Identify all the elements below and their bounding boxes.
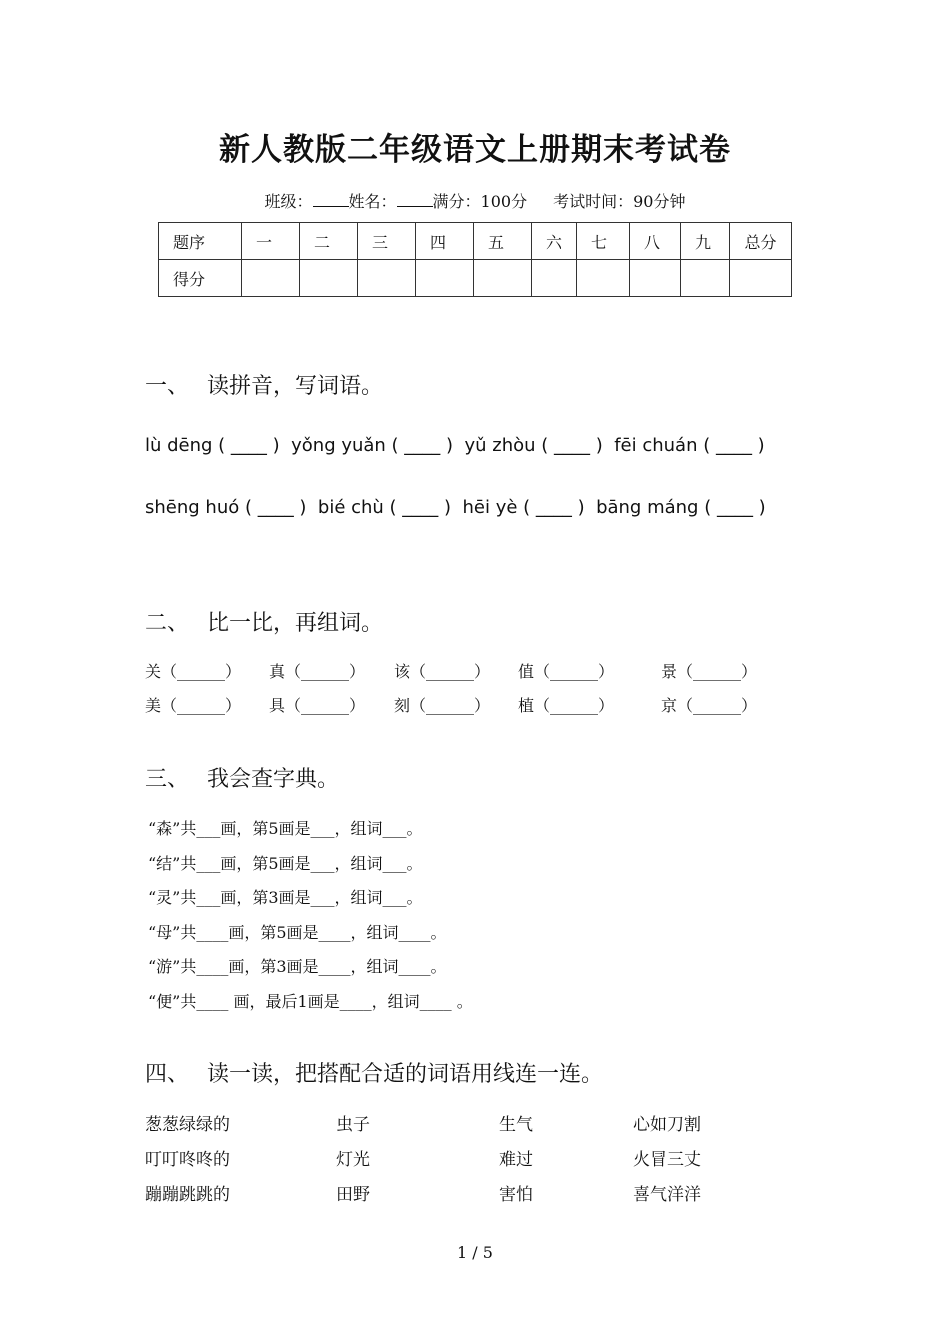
table-header-cell: 一: [242, 223, 300, 260]
table-header-cell: 八: [630, 223, 681, 260]
pinyin-row: shēng huó ( ____ ) bié chù ( ____ ) hēi yè ( ____ ) bāng máng ( ____ ): [145, 497, 766, 518]
compare-item: 真（______）: [269, 662, 366, 681]
table-header-cell: 题序: [159, 223, 242, 260]
match-item[interactable]: 蹦蹦跳跳的: [145, 1185, 230, 1205]
table-header-cell: 九: [681, 223, 730, 260]
table-header-cell: 四: [416, 223, 474, 260]
section-number: 三、: [145, 767, 190, 792]
match-item[interactable]: 灯光: [336, 1150, 370, 1170]
compare-item: 值（______）: [518, 662, 615, 681]
full-score: 满分：100分: [432, 192, 528, 211]
match-item[interactable]: 害怕: [499, 1185, 533, 1205]
dictionary-line: “母”共____画，第5画是____，组词____。: [148, 923, 447, 942]
dictionary-line: “游”共____画，第3画是____，组词____。: [148, 957, 447, 976]
score-cell[interactable]: [242, 260, 300, 297]
section-number: 四、: [145, 1062, 190, 1087]
score-table-header-row: [159, 223, 792, 260]
compare-item: 刻（______）: [394, 696, 491, 715]
table-header-cell: 二: [300, 223, 358, 260]
compare-item: 具（______）: [269, 696, 366, 715]
section-title: 我会查字典。: [207, 767, 340, 792]
page-number: 1 / 5: [457, 1243, 493, 1262]
score-cell[interactable]: [416, 260, 474, 297]
table-header-cell: 总分: [730, 223, 792, 260]
match-item[interactable]: 心如刀割: [633, 1115, 701, 1135]
score-cell[interactable]: [358, 260, 416, 297]
section-heading-4: [145, 1057, 603, 1088]
class-label: 班级：: [264, 192, 313, 211]
table-header-cell: 五: [474, 223, 532, 260]
match-item[interactable]: 虫子: [336, 1115, 370, 1135]
compare-item: 美（______）: [145, 696, 242, 715]
compare-item: 京（______）: [661, 696, 758, 715]
exam-time: 考试时间：90分钟: [553, 192, 686, 211]
match-item[interactable]: 难过: [499, 1150, 533, 1170]
pinyin-row: lù dēng ( ____ ) yǒng yuǎn ( ____ ) yǔ zhòu ( ____ ) fēi chuán ( ____ ): [145, 435, 765, 456]
compare-item: 景（______）: [661, 662, 758, 681]
compare-item: 关（______）: [145, 662, 242, 681]
score-cell[interactable]: [630, 260, 681, 297]
score-cell[interactable]: [300, 260, 358, 297]
score-cell[interactable]: [681, 260, 730, 297]
section-title: 读拼音，写词语。: [207, 374, 384, 399]
table-header-cell: 七: [577, 223, 630, 260]
match-item[interactable]: 田野: [336, 1185, 370, 1205]
dictionary-line: “结”共___画，第5画是___，组词___。: [148, 854, 423, 873]
section-heading-3: [145, 762, 339, 793]
match-item[interactable]: 火冒三丈: [633, 1150, 701, 1170]
compare-item: 植（______）: [518, 696, 615, 715]
section-heading-2: [145, 606, 383, 637]
compare-item: 该（______）: [394, 662, 491, 681]
dictionary-line: “便”共____ 画，最后1画是____，组词____ 。: [148, 992, 473, 1011]
class-blank[interactable]: [313, 192, 349, 207]
name-blank[interactable]: [397, 192, 433, 207]
score-table: [158, 222, 792, 297]
match-item[interactable]: 葱葱绿绿的: [145, 1115, 230, 1135]
dictionary-line: “灵”共___画，第3画是___，组词___。: [148, 888, 423, 907]
section-number: 二、: [145, 611, 190, 636]
score-table-score-row: [159, 260, 792, 297]
match-item[interactable]: 生气: [499, 1115, 533, 1135]
match-item[interactable]: 叮叮咚咚的: [145, 1150, 230, 1170]
student-info-line: [0, 189, 950, 212]
score-cell[interactable]: [730, 260, 792, 297]
table-header-cell: 六: [532, 223, 577, 260]
exam-title: 新人教版二年级语文上册期末考试卷: [219, 132, 731, 168]
section-number: 一、: [145, 374, 190, 399]
score-cell[interactable]: [474, 260, 532, 297]
score-cell[interactable]: [532, 260, 577, 297]
section-heading-1: [145, 369, 383, 400]
table-header-cell: 三: [358, 223, 416, 260]
match-item[interactable]: 喜气洋洋: [633, 1185, 701, 1205]
section-title: 读一读，把搭配合适的词语用线连一连。: [207, 1062, 604, 1087]
name-label: 姓名：: [348, 192, 397, 211]
dictionary-line: “森”共___画，第5画是___，组词___。: [148, 819, 423, 838]
score-cell[interactable]: [577, 260, 630, 297]
section-title: 比一比，再组词。: [207, 611, 384, 636]
score-row-label: 得分: [159, 260, 242, 297]
